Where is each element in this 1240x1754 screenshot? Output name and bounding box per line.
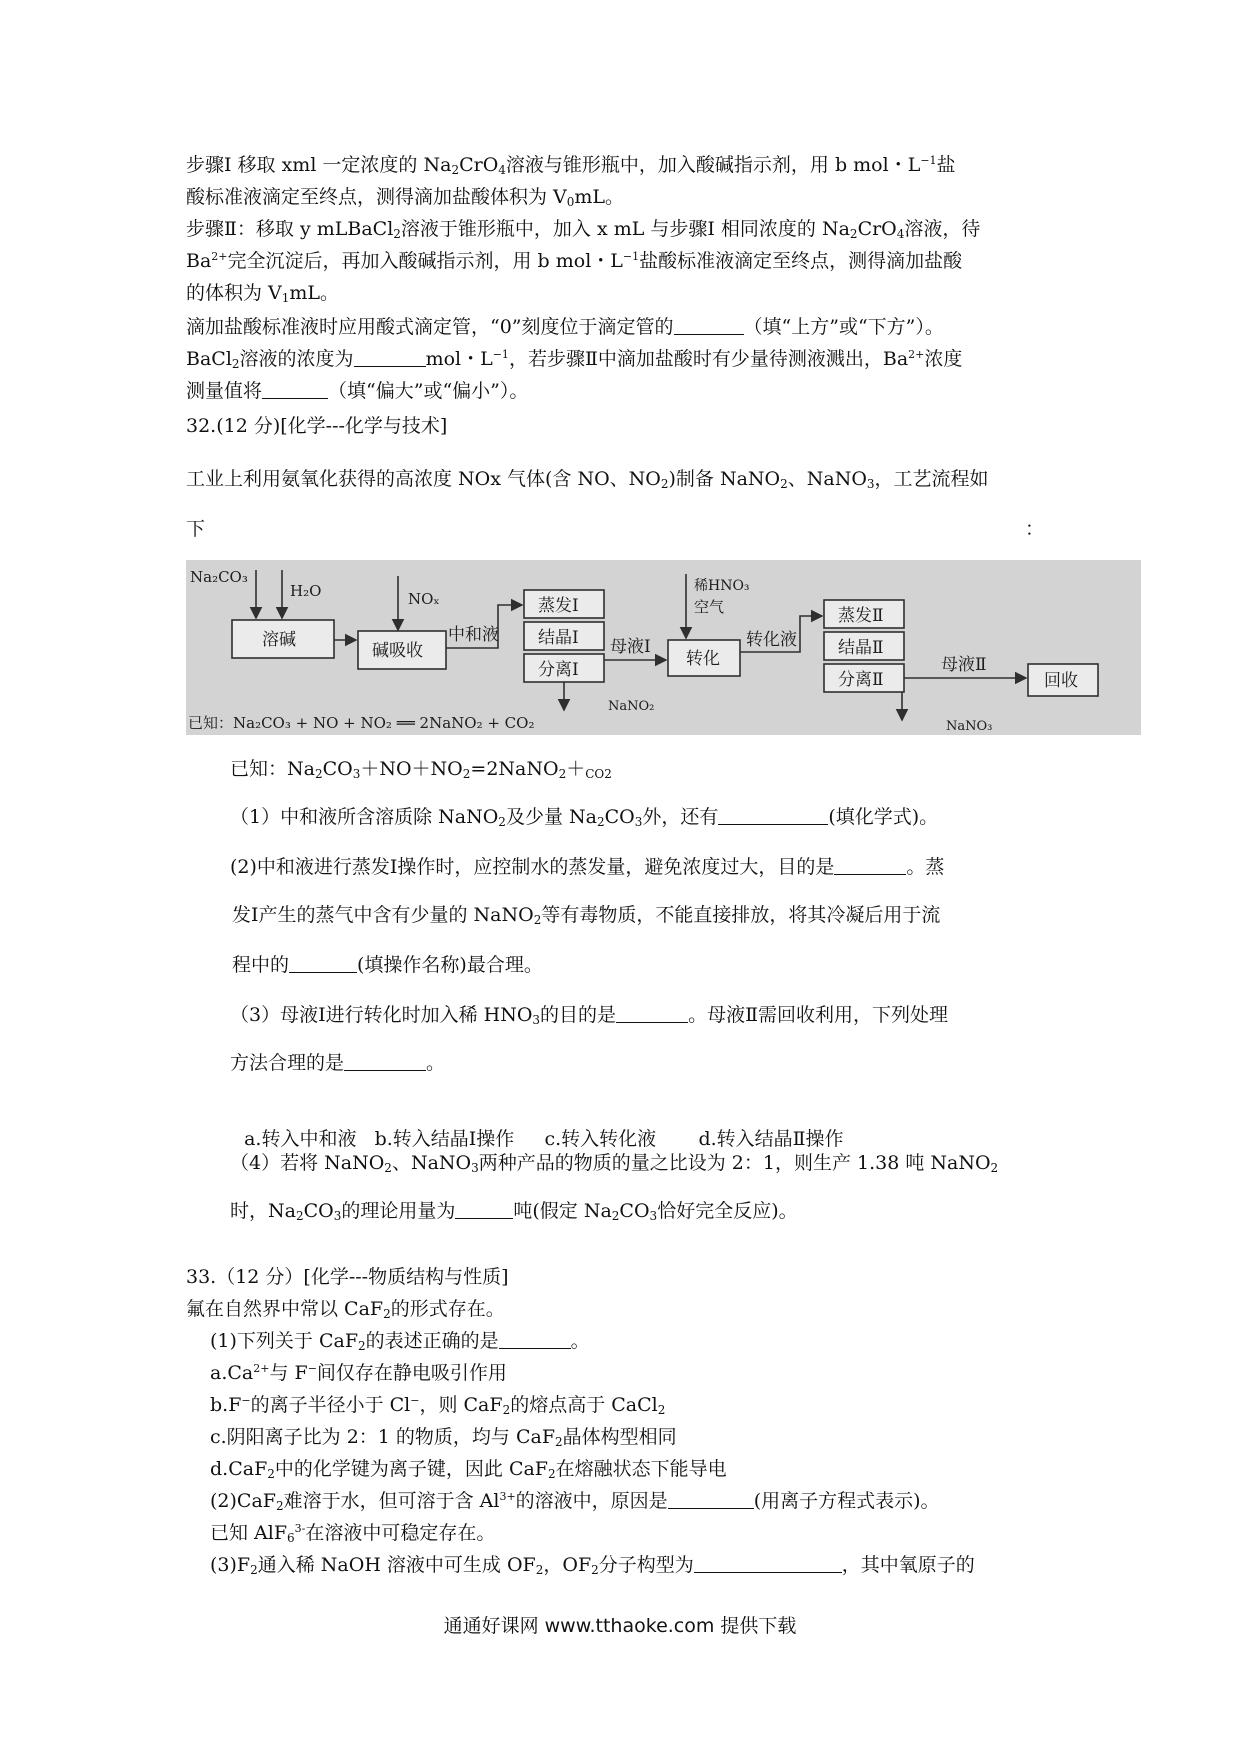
q31-step1-line1: 步骤Ⅰ 移取 xml 一定浓度的 $Na_2CrO_4$溶液与锥形瓶中，加入酸碱指示剂，用 b mol・$L^{-1}$盐 [186,154,956,177]
q33-option-a: $a.Ca^{2+}$与 F−间仅存在静电吸引作用 [210,1362,507,1384]
q31-question-line1: 滴加盐酸标准液时应用酸式滴定管，“0”刻度位于滴定管的 （填“上方”或“下方”）。 [186,316,944,338]
q32-part3-line2: 方法合理的是 。 [230,1052,446,1074]
answer-blank[interactable] [694,1554,842,1573]
flow-label-muye1: 母液Ⅰ [610,637,651,657]
answer-blank[interactable] [499,1330,571,1349]
q32-intro-line1: 工业上利用氨氧化获得的高浓度 NOx 气体(含 NO、$NO_2$)制备 NaNO$_2$、NaNO$_3$，工艺流程如 [186,468,989,491]
flow-box-zhuanhua-label: 转化 [686,649,720,669]
q32-part4-line2: 时，$Na_2CO_3$的理论用量为 吨(假定 $Na_2CO_3$恰好完全反应)。 [230,1200,798,1223]
flow-box-jiejing1-label: 结晶Ⅰ [538,628,579,648]
q32-heading: 32.(12 分)[化学---化学与技术] [186,415,448,437]
q32-intro-colon: ： [1025,518,1045,540]
flow-box-zhengfa2-label: 蒸发Ⅱ [838,606,884,626]
answer-blank[interactable] [616,1004,688,1023]
answer-blank[interactable] [668,1490,754,1509]
q33-option-b: b.F−的离子半径小于 Cl−，则 CaF$_2$的熔点高于 CaCl$_2$ [210,1394,666,1417]
q33-part2-line2: 已知 AlF$_6^{3-}$在溶液中可稳定存在。 [210,1522,496,1545]
answer-blank[interactable] [289,954,357,973]
flow-box-jiejing2-label: 结晶Ⅱ [838,638,884,658]
answer-blank[interactable] [262,380,328,399]
q31-step2-line1: 步骤Ⅱ：移取 y mLBaCl$_2$溶液于锥形瓶中，加入 x mL 与步骤Ⅰ 相同浓度的 $Na_2CrO_4$溶液，待 [186,218,981,241]
process-flow-diagram [186,560,1141,735]
flow-box-huishou-label: 回收 [1044,671,1078,691]
q32-part2-line1: (2)中和液进行蒸发Ⅰ操作时，应控制水的蒸发量，避免浓度过大，目的是 。蒸 [230,856,945,878]
q33-intro: 氟在自然界中常以 CaF$_2$的形式存在。 [186,1298,505,1321]
q33-part2: (2)CaF$_2$难溶于水，但可溶于含 $Al^{3+}$的溶液中，原因是 (用离子方程式表示)。 [210,1490,940,1513]
flow-box-rongjian-label: 溶碱 [262,630,296,650]
q32-part3-line1: （3）母液Ⅰ进行转化时加入稀 $HNO_3$的目的是 。母液Ⅱ需回收利用，下列处理 [230,1004,948,1027]
flow-box-jianxishou-label: 碱吸收 [372,641,423,661]
q33-option-d: d.CaF$_2$中的化学键为离子键，因此 CaF$_2$在熔融状态下能导电 [210,1458,727,1481]
flow-box-fenli1-label: 分离Ⅰ [538,660,579,680]
q32-part2-line2: 发Ⅰ产生的蒸气中含有少量的 NaNO$_2$等有毒物质，不能直接排放，将其冷凝后用于流 [232,904,941,927]
flow-input-h2o: H₂O [290,582,322,600]
flow-svg [186,560,1141,735]
page-footer: 通通好课网 www.tthaoke.com 提供下载 [443,1615,797,1637]
answer-blank[interactable] [674,316,744,335]
q32-known-equation: 已知：$Na_2CO_3+NO+NO_2=2NaNO_2+_{CO2}$ [230,758,612,781]
flow-label-muye2: 母液Ⅱ [941,655,987,675]
q31-question-line3: 测量值将 （填“偏大”或“偏小”）。 [186,380,529,402]
q33-part3: $(3)F_2$通入稀 NaOH 溶液中可生成 $OF_2$，$OF_2$分子构型为 ，其中氧原子的 [210,1554,975,1577]
flow-input-hno3: 稀HNO₃ [694,578,750,594]
answer-blank[interactable] [354,348,426,367]
q32-part2-line3: 程中的 (填操作名称)最合理。 [232,954,543,976]
q31-step1-line2: 酸标准液滴定至终点，测得滴加盐酸体积为 $V_0mL$。 [186,186,625,209]
answer-blank[interactable] [455,1200,513,1219]
q32-intro-line2: 下 [186,518,206,540]
q33-heading: 33.（12 分）[化学---物质结构与性质] [186,1266,509,1288]
q32-part3-options: a.转入中和液 b.转入结晶Ⅰ操作 c.转入转化液 d.转入结晶Ⅱ操作 [244,1128,844,1150]
q31-question-line2: BaCl$_2$溶液的浓度为 mol・$L^{-1}$，若步骤Ⅱ中滴加盐酸时有少量待测液溅出，$Ba^{2+}$浓度 [186,348,963,371]
answer-blank[interactable] [834,856,906,875]
flow-output-nano3: NaNO₃ [946,719,993,734]
flow-label-zhuanhuaye: 转化液 [746,630,797,650]
flow-box-fenli2-label: 分离Ⅱ [838,670,884,690]
flow-input-na2co3: Na₂CO₃ [190,568,248,586]
flow-box-zhengfa1-label: 蒸发Ⅰ [538,596,579,616]
q31-step2-line2: $Ba^{2+}$完全沉淀后，再加入酸碱指示剂，用 b mol・$L^{-1}$盐酸标准液滴定至终点，测得滴加盐酸 [186,250,963,272]
q33-part1: (1)下列关于 CaF$_2$的表述正确的是 。 [210,1330,590,1353]
q32-part1: （1）中和液所含溶质除 NaNO$_2$及少量 $Na_2CO_3$外，还有 (填化学式)。 [230,806,939,829]
q31-step2-line3: 的体积为 $V_1mL$。 [186,282,340,305]
q32-part4-line1: （4）若将 NaNO$_2$、NaNO$_3$两种产品的物质的量之比设为 2：1，则生产 1.38 吨 NaNO$_2$ [230,1152,999,1175]
q33-option-c: c.阴阳离子比为 2：1 的物质，均与 CaF$_2$晶体构型相同 [210,1426,677,1449]
answer-blank[interactable] [718,806,828,825]
flow-input-nox: NOₓ [408,590,440,608]
flow-label-zhonghe: 中和液 [448,625,499,645]
flow-input-air: 空气 [694,598,725,616]
flow-output-nano2: NaNO₂ [608,699,655,714]
answer-blank[interactable] [344,1052,426,1071]
flow-known-cut-text: 已知：Na₂CO₃ + NO + NO₂ ══ 2NaNO₂ + CO₂ [188,714,535,732]
